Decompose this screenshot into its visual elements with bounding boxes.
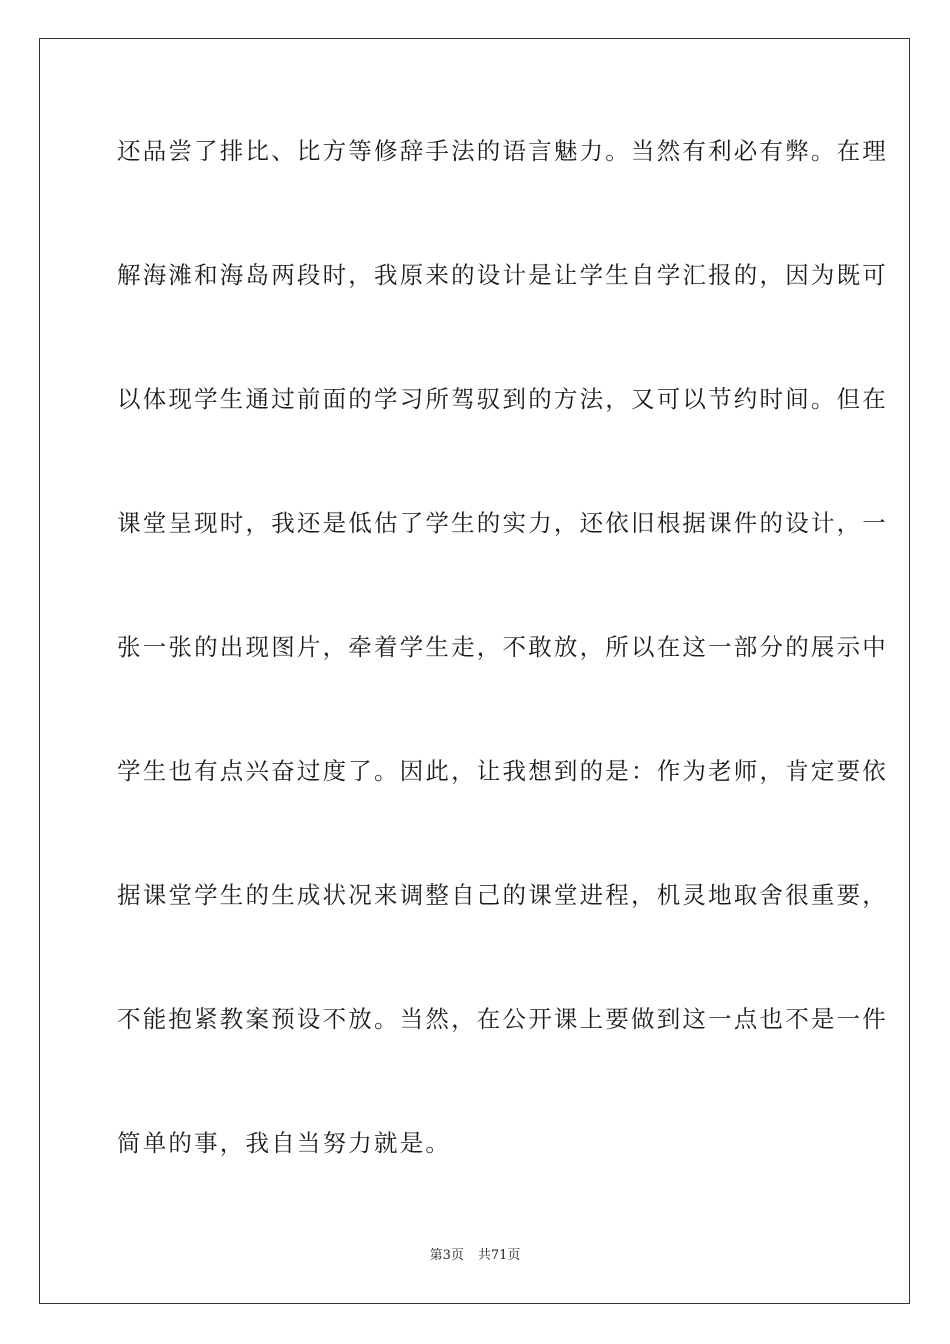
page-number: 第3页 [429,1248,464,1263]
text-line: 据课堂学生的生成状况来调整自己的课堂进程，机灵地取舍很重要， [117,881,888,909]
text-line: 张一张的出现图片，牵着学生走，不敢放，所以在这一部分的展示中 [117,633,888,661]
text-line: 以体现学生通过前面的学习所驾驭到的方法，又可以节约时间。但在 [117,385,888,413]
text-line: 解海滩和海岛两段时，我原来的设计是让学生自学汇报的，因为既可 [117,261,888,289]
total-pages: 共71页 [477,1248,521,1263]
text-line: 简单的事，我自当努力就是。 [117,1129,452,1157]
text-line: 学生也有点兴奋过度了。因此，让我想到的是：作为老师，肯定要依 [117,757,888,785]
page-border [39,38,910,1304]
text-line: 不能抱紧教案预设不放。当然，在公开课上要做到这一点也不是一件 [117,1005,888,1033]
page-footer [0,1247,950,1265]
text-line: 课堂呈现时，我还是低估了学生的实力，还依旧根据课件的设计，一 [117,509,888,537]
text-line: 还品尝了排比、比方等修辞手法的语言魅力。当然有利必有弊。在理 [117,137,888,165]
